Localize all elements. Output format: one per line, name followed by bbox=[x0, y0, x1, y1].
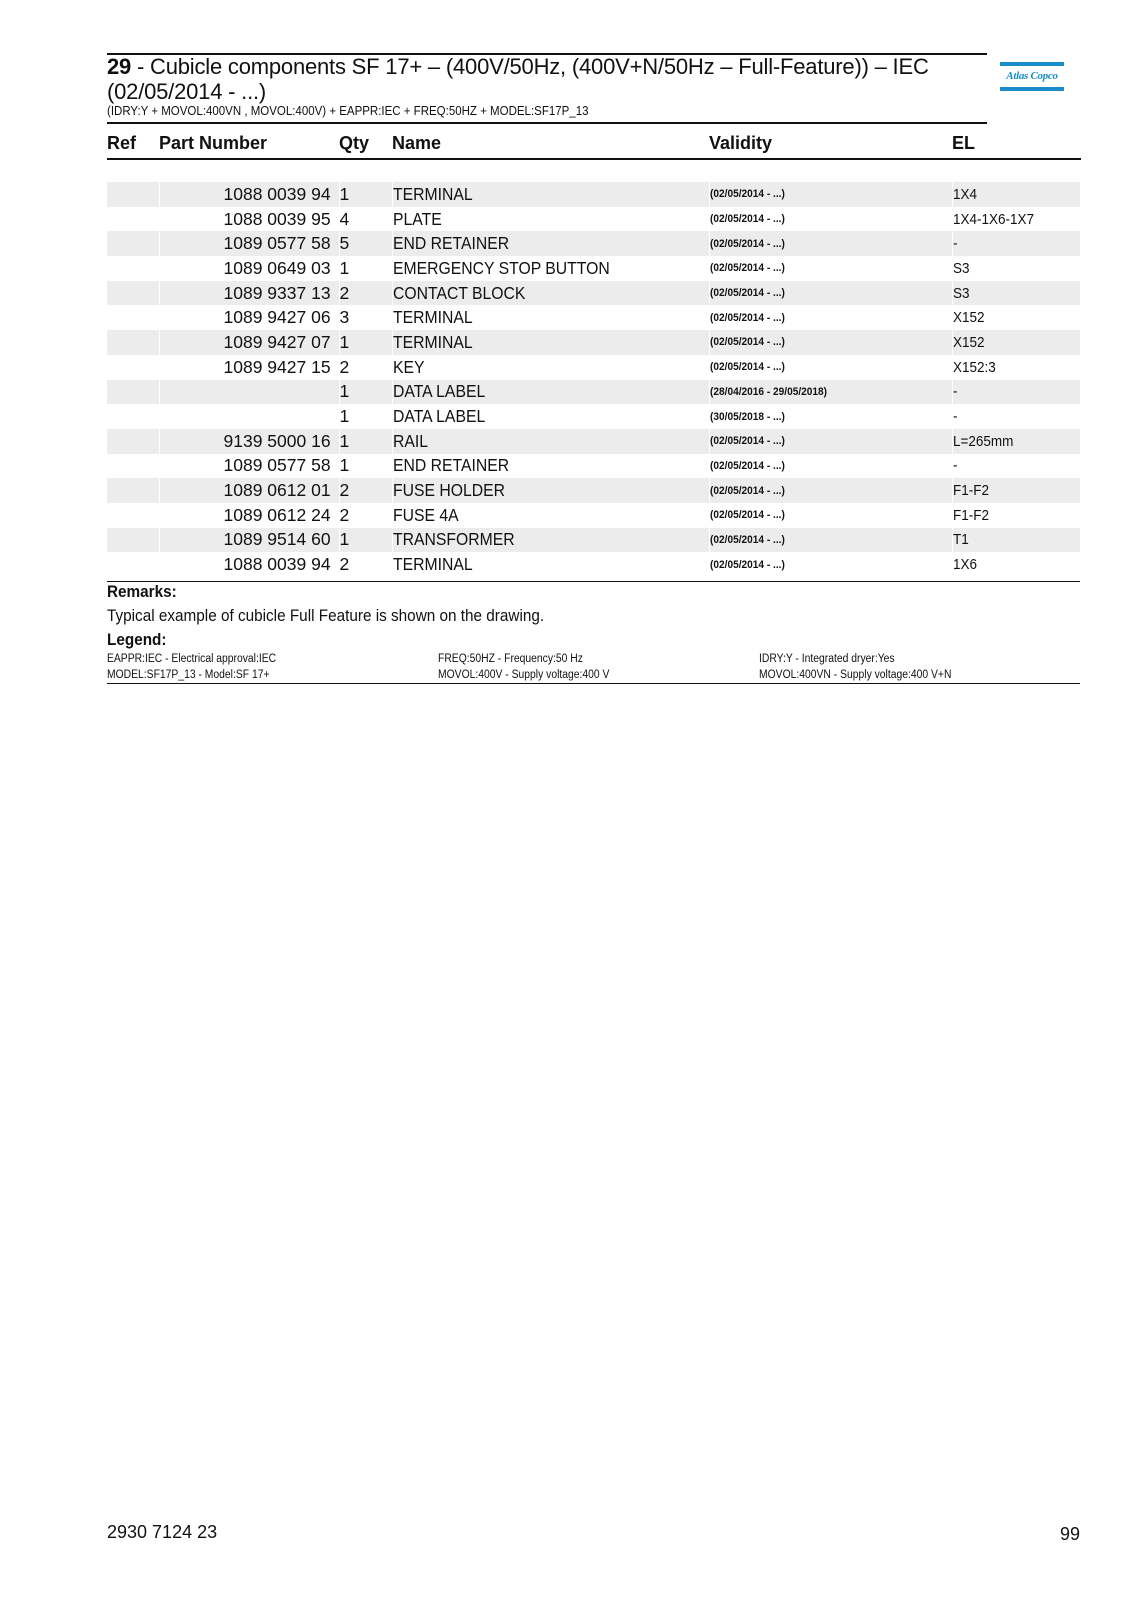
cell-part-number-text: 1089 9337 13 bbox=[223, 282, 331, 303]
cell-validity-text: (02/05/2014 - ...) bbox=[709, 435, 785, 448]
cell-part-number-text: 1089 0577 58 bbox=[223, 455, 331, 476]
table-header-row bbox=[107, 128, 1080, 159]
cell-qty bbox=[339, 528, 392, 553]
cell-part-number-text: 1089 9514 60 bbox=[223, 529, 331, 550]
cell-name-text: FUSE HOLDER bbox=[392, 480, 505, 501]
cell-el-text: 1X4 bbox=[952, 185, 977, 203]
cell-validity bbox=[709, 207, 952, 232]
cell-name-text: CONTACT BLOCK bbox=[392, 282, 525, 303]
cell-part-number bbox=[159, 231, 339, 256]
table-row bbox=[107, 404, 1080, 429]
table-row bbox=[107, 305, 1080, 330]
cell-el bbox=[952, 231, 1080, 256]
cell-name bbox=[392, 182, 709, 207]
cell-name bbox=[392, 330, 709, 355]
cell-part-number bbox=[159, 182, 339, 207]
cell-qty-text: 2 bbox=[339, 504, 350, 525]
cell-name bbox=[392, 478, 709, 503]
cell-qty-text: 5 bbox=[339, 233, 350, 254]
cell-validity bbox=[709, 528, 952, 553]
cell-qty bbox=[339, 552, 392, 577]
cell-el-text: X152 bbox=[952, 309, 985, 327]
cell-name bbox=[392, 231, 709, 256]
legend-item: MOVOL:400VN - Supply voltage:400 V+N bbox=[759, 669, 952, 681]
cell-name-text: KEY bbox=[392, 356, 425, 377]
logo-bar-bottom bbox=[1000, 87, 1064, 91]
cell-ref bbox=[107, 305, 159, 330]
remarks-text: Typical example of cubicle Full Feature is shown on the drawing. bbox=[107, 606, 545, 625]
cell-el bbox=[952, 552, 1080, 577]
table-row bbox=[107, 355, 1080, 380]
cell-el-text: - bbox=[952, 235, 957, 253]
cell-validity bbox=[709, 503, 952, 528]
cell-el-text: S3 bbox=[952, 284, 970, 302]
cell-name bbox=[392, 503, 709, 528]
cell-el-text: T1 bbox=[952, 531, 969, 549]
table-row bbox=[107, 330, 1080, 355]
cell-validity-text: (02/05/2014 - ...) bbox=[709, 509, 785, 522]
cell-el bbox=[952, 330, 1080, 355]
cell-part-number bbox=[159, 380, 339, 405]
cell-validity bbox=[709, 182, 952, 207]
header-bottom-rule bbox=[107, 122, 987, 124]
cell-qty-text: 1 bbox=[339, 430, 350, 451]
cell-name bbox=[392, 207, 709, 232]
cell-part-number-text: 1088 0039 94 bbox=[223, 183, 331, 204]
cell-el bbox=[952, 528, 1080, 553]
cell-qty-text: 2 bbox=[339, 282, 350, 303]
cell-el bbox=[952, 355, 1080, 380]
table-row bbox=[107, 281, 1080, 306]
cell-validity-text: (02/05/2014 - ...) bbox=[709, 311, 785, 324]
table-row bbox=[107, 503, 1080, 528]
cell-el-text: S3 bbox=[952, 259, 970, 277]
cell-el bbox=[952, 454, 1080, 479]
cell-qty bbox=[339, 503, 392, 528]
cell-part-number-text: 1088 0039 94 bbox=[223, 554, 331, 575]
cell-el bbox=[952, 305, 1080, 330]
cell-part-number bbox=[159, 429, 339, 454]
cell-name-text: END RETAINER bbox=[392, 233, 509, 254]
cell-qty-text: 1 bbox=[339, 455, 350, 476]
cell-qty bbox=[339, 380, 392, 405]
cell-ref bbox=[107, 256, 159, 281]
column-header-validity: Validity bbox=[709, 128, 952, 159]
cell-qty bbox=[339, 231, 392, 256]
cell-validity bbox=[709, 281, 952, 306]
cell-part-number-text: 1089 0612 24 bbox=[223, 504, 331, 525]
cell-validity-text: (30/05/2018 - ...) bbox=[709, 410, 785, 423]
cell-el bbox=[952, 503, 1080, 528]
cell-validity bbox=[709, 355, 952, 380]
page-subtitle: (IDRY:Y + MOVOL:400VN , MOVOL:400V) + EAPPR:IEC + FREQ:50HZ + MODEL:SF17P_13 bbox=[107, 104, 589, 118]
cell-name bbox=[392, 528, 709, 553]
legend-item: IDRY:Y - Integrated dryer:Yes bbox=[759, 653, 895, 665]
page-number: 99 bbox=[1059, 1524, 1080, 1544]
cell-el bbox=[952, 207, 1080, 232]
atlas-copco-logo bbox=[1000, 62, 1064, 94]
section-number: 29 bbox=[107, 54, 132, 79]
cell-qty bbox=[339, 207, 392, 232]
cell-ref bbox=[107, 380, 159, 405]
cell-part-number bbox=[159, 478, 339, 503]
cell-qty bbox=[339, 355, 392, 380]
cell-el bbox=[952, 404, 1080, 429]
legend-item: FREQ:50HZ - Frequency:50 Hz bbox=[438, 653, 583, 665]
cell-validity bbox=[709, 552, 952, 577]
cell-qty-text: 1 bbox=[339, 257, 350, 278]
cell-name bbox=[392, 429, 709, 454]
cell-el bbox=[952, 182, 1080, 207]
cell-validity-text: (02/05/2014 - ...) bbox=[709, 262, 785, 275]
cell-name bbox=[392, 281, 709, 306]
cell-part-number bbox=[159, 528, 339, 553]
cell-qty-text: 1 bbox=[339, 406, 350, 427]
cell-el-text: - bbox=[952, 457, 957, 475]
cell-qty bbox=[339, 429, 392, 454]
remarks-title: Remarks: bbox=[107, 582, 177, 601]
cell-name-text: PLATE bbox=[392, 208, 442, 229]
cell-part-number bbox=[159, 552, 339, 577]
cell-el-text: X152 bbox=[952, 333, 985, 351]
cell-validity bbox=[709, 478, 952, 503]
table-row bbox=[107, 182, 1080, 207]
cell-name bbox=[392, 454, 709, 479]
cell-el-text: 1X4-1X6-1X7 bbox=[952, 210, 1034, 228]
cell-validity bbox=[709, 330, 952, 355]
cell-el-text: - bbox=[952, 383, 957, 401]
cell-part-number-text: 1089 0577 58 bbox=[223, 233, 331, 254]
cell-validity bbox=[709, 256, 952, 281]
cell-el bbox=[952, 256, 1080, 281]
cell-el-text: L=265mm bbox=[952, 432, 1013, 450]
cell-validity-text: (02/05/2014 - ...) bbox=[709, 213, 785, 226]
cell-name-text: EMERGENCY STOP BUTTON bbox=[392, 257, 610, 278]
cell-el-text: F1-F2 bbox=[952, 506, 989, 524]
cell-el-text: - bbox=[952, 408, 957, 426]
cell-qty bbox=[339, 281, 392, 306]
cell-qty-text: 4 bbox=[339, 208, 350, 229]
column-header-ref: Ref bbox=[107, 128, 159, 159]
cell-el-text: F1-F2 bbox=[952, 482, 989, 500]
cell-qty-text: 2 bbox=[339, 480, 350, 501]
cell-validity-text: (02/05/2014 - ...) bbox=[709, 361, 785, 374]
section-title: - Cubicle components SF 17+ – (400V/50Hz, (400V+N/50Hz – Full-Feature)) – IEC (02/05/2014 - ...) bbox=[107, 54, 929, 104]
cell-name-text: RAIL bbox=[392, 430, 428, 451]
cell-qty bbox=[339, 454, 392, 479]
cell-part-number-text: 1089 0649 03 bbox=[223, 257, 331, 278]
cell-qty bbox=[339, 182, 392, 207]
cell-validity-text: (02/05/2014 - ...) bbox=[709, 237, 785, 250]
cell-name-text: DATA LABEL bbox=[392, 406, 485, 427]
cell-ref bbox=[107, 429, 159, 454]
legend-item: MODEL:SF17P_13 - Model:SF 17+ bbox=[107, 669, 270, 681]
cell-part-number bbox=[159, 503, 339, 528]
cell-ref bbox=[107, 207, 159, 232]
cell-validity-text: (28/04/2016 - 29/05/2018) bbox=[709, 385, 827, 398]
cell-part-number bbox=[159, 207, 339, 232]
cell-ref bbox=[107, 182, 159, 207]
cell-validity bbox=[709, 380, 952, 405]
table-row bbox=[107, 528, 1080, 553]
cell-el bbox=[952, 380, 1080, 405]
cell-part-number bbox=[159, 355, 339, 380]
cell-part-number bbox=[159, 454, 339, 479]
cell-validity-text: (02/05/2014 - ...) bbox=[709, 558, 785, 571]
cell-name bbox=[392, 355, 709, 380]
cell-ref bbox=[107, 478, 159, 503]
table-row bbox=[107, 454, 1080, 479]
cell-el-text: 1X6 bbox=[952, 556, 977, 574]
cell-qty-text: 3 bbox=[339, 307, 350, 328]
cell-name-text: END RETAINER bbox=[392, 455, 509, 476]
table-row bbox=[107, 207, 1080, 232]
cell-ref bbox=[107, 528, 159, 553]
column-header-el: EL bbox=[952, 128, 1080, 159]
cell-el bbox=[952, 478, 1080, 503]
legend-bottom-rule bbox=[107, 683, 1080, 684]
cell-name-text: TERMINAL bbox=[392, 331, 473, 352]
cell-qty bbox=[339, 256, 392, 281]
cell-el bbox=[952, 429, 1080, 454]
cell-part-number bbox=[159, 330, 339, 355]
cell-qty-text: 1 bbox=[339, 381, 350, 402]
page-title bbox=[107, 54, 987, 104]
cell-name-text: TERMINAL bbox=[392, 307, 473, 328]
table-row bbox=[107, 429, 1080, 454]
legend-title: Legend: bbox=[107, 630, 167, 649]
table-row bbox=[107, 231, 1080, 256]
cell-el bbox=[952, 281, 1080, 306]
cell-part-number-text: 9139 5000 16 bbox=[223, 430, 331, 451]
cell-validity bbox=[709, 454, 952, 479]
cell-validity-text: (02/05/2014 - ...) bbox=[709, 459, 785, 472]
table-row bbox=[107, 552, 1080, 577]
cell-validity-text: (02/05/2014 - ...) bbox=[709, 336, 785, 349]
cell-qty bbox=[339, 330, 392, 355]
table-row bbox=[107, 256, 1080, 281]
cell-qty-text: 1 bbox=[339, 331, 350, 352]
cell-validity bbox=[709, 305, 952, 330]
cell-qty-text: 2 bbox=[339, 554, 350, 575]
logo-text: Atlas Copco bbox=[1006, 70, 1058, 82]
cell-validity bbox=[709, 404, 952, 429]
cell-name-text: TERMINAL bbox=[392, 554, 473, 575]
cell-name-text: DATA LABEL bbox=[392, 381, 485, 402]
cell-el-text: X152:3 bbox=[952, 358, 996, 376]
column-header-qty: Qty bbox=[339, 128, 392, 159]
cell-qty bbox=[339, 305, 392, 330]
table-spacer-row bbox=[107, 159, 1080, 182]
cell-name-text: TERMINAL bbox=[392, 183, 473, 204]
cell-ref bbox=[107, 281, 159, 306]
cell-name bbox=[392, 552, 709, 577]
cell-part-number-text: 1088 0039 95 bbox=[223, 208, 331, 229]
cell-name bbox=[392, 305, 709, 330]
parts-table bbox=[107, 128, 1081, 577]
cell-name bbox=[392, 404, 709, 429]
document-number: 2930 7124 23 bbox=[107, 1522, 218, 1542]
table-row bbox=[107, 478, 1080, 503]
table-row bbox=[107, 380, 1080, 405]
table-spacer-cell bbox=[107, 159, 1080, 182]
cell-part-number bbox=[159, 404, 339, 429]
cell-qty-text: 1 bbox=[339, 529, 350, 550]
column-header-part-number: Part Number bbox=[159, 128, 339, 159]
cell-qty bbox=[339, 478, 392, 503]
table-bottom-rule bbox=[107, 581, 1080, 582]
cell-ref bbox=[107, 454, 159, 479]
cell-ref bbox=[107, 330, 159, 355]
cell-name-text: FUSE 4A bbox=[392, 504, 459, 525]
cell-validity-text: (02/05/2014 - ...) bbox=[709, 484, 785, 497]
cell-qty-text: 2 bbox=[339, 356, 350, 377]
cell-ref bbox=[107, 231, 159, 256]
cell-validity-text: (02/05/2014 - ...) bbox=[709, 533, 785, 546]
cell-validity bbox=[709, 429, 952, 454]
cell-ref bbox=[107, 404, 159, 429]
cell-name bbox=[392, 256, 709, 281]
cell-validity-text: (02/05/2014 - ...) bbox=[709, 287, 785, 300]
cell-name-text: TRANSFORMER bbox=[392, 529, 515, 550]
cell-validity-text: (02/05/2014 - ...) bbox=[709, 188, 785, 201]
cell-part-number-text: 1089 9427 06 bbox=[223, 307, 331, 328]
legend-item: MOVOL:400V - Supply voltage:400 V bbox=[438, 669, 610, 681]
legend-item: EAPPR:IEC - Electrical approval:IEC bbox=[107, 653, 277, 665]
cell-qty-text: 1 bbox=[339, 183, 350, 204]
cell-ref bbox=[107, 552, 159, 577]
cell-part-number-text: 1089 9427 07 bbox=[223, 331, 331, 352]
cell-part-number bbox=[159, 281, 339, 306]
cell-part-number-text: 1089 9427 15 bbox=[223, 356, 331, 377]
cell-ref bbox=[107, 355, 159, 380]
cell-part-number-text: 1089 0612 01 bbox=[223, 480, 331, 501]
cell-part-number bbox=[159, 256, 339, 281]
cell-validity bbox=[709, 231, 952, 256]
cell-qty bbox=[339, 404, 392, 429]
column-header-name: Name bbox=[392, 128, 709, 159]
cell-name bbox=[392, 380, 709, 405]
cell-part-number bbox=[159, 305, 339, 330]
logo-bar-top bbox=[1000, 62, 1064, 66]
cell-ref bbox=[107, 503, 159, 528]
